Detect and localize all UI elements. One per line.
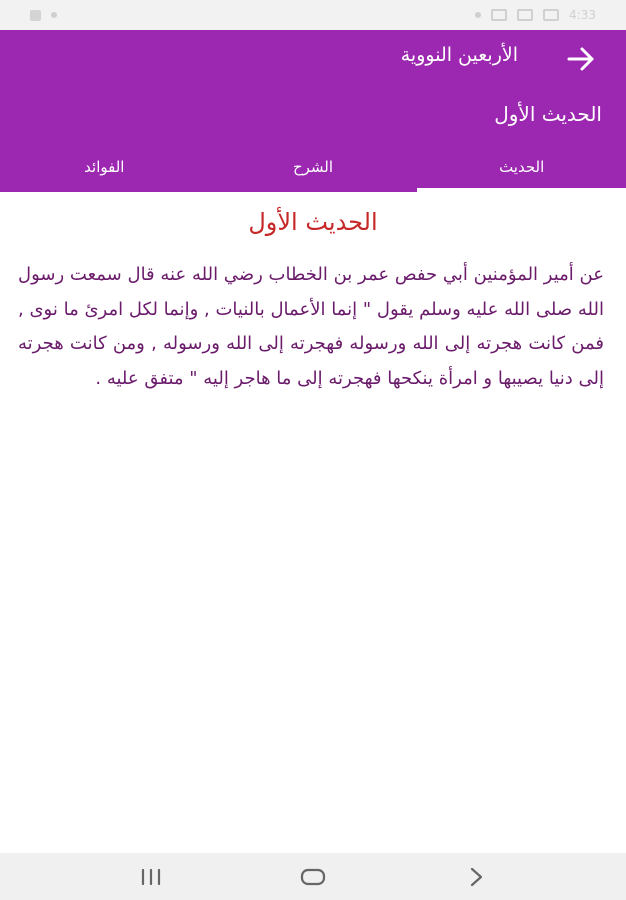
app-title: الأربعين النووية xyxy=(400,44,518,66)
tab-hadith[interactable] xyxy=(417,146,626,192)
app-bar xyxy=(0,30,626,88)
tab-benefits-label: الفوائد xyxy=(84,158,125,176)
tab-benefits[interactable] xyxy=(0,146,209,192)
sub-header xyxy=(0,88,626,146)
gallery-icon xyxy=(491,9,507,21)
tab-hadith-label: الحديث xyxy=(499,158,545,176)
photo-icon xyxy=(517,9,533,21)
navigation-bar xyxy=(0,853,626,900)
status-right xyxy=(475,8,596,22)
tab-explanation[interactable] xyxy=(209,146,418,192)
status-time: 4:33 xyxy=(569,8,596,22)
message-icon xyxy=(543,9,559,21)
alarm-icon xyxy=(475,12,481,18)
nav-back-icon[interactable] xyxy=(466,865,488,889)
notification-icon xyxy=(30,10,41,21)
tab-bar xyxy=(0,146,626,192)
recents-icon[interactable] xyxy=(138,865,164,889)
signal-icon xyxy=(51,12,57,18)
hadith-subtitle: الحديث الأول xyxy=(494,102,602,126)
status-bar xyxy=(0,0,626,30)
hadith-text: عن أمير المؤمنين أبي حفص عمر بن الخطاب رضي الله عنه قال سمعت رسول الله صلى الله عليه وسلم يقول " إنما الأعمال بالنيات , وإنما لكل امرئ ما نوى , فمن كانت هجرته إلى الله ورسوله فهجرته إلى الله ورسوله , ومن كانت هجرته إلى دنيا يصيبها و امرأة ينكحها فهجرته إلى ما هاجر إليه " متفق عليه . xyxy=(18,264,604,389)
home-icon[interactable] xyxy=(298,865,328,889)
hadith-title: الحديث الأول xyxy=(248,208,378,236)
status-left xyxy=(30,10,57,21)
tab-explanation-label: الشرح xyxy=(292,158,334,176)
hadith-content xyxy=(0,192,626,853)
arrow-right-icon[interactable] xyxy=(566,45,596,73)
